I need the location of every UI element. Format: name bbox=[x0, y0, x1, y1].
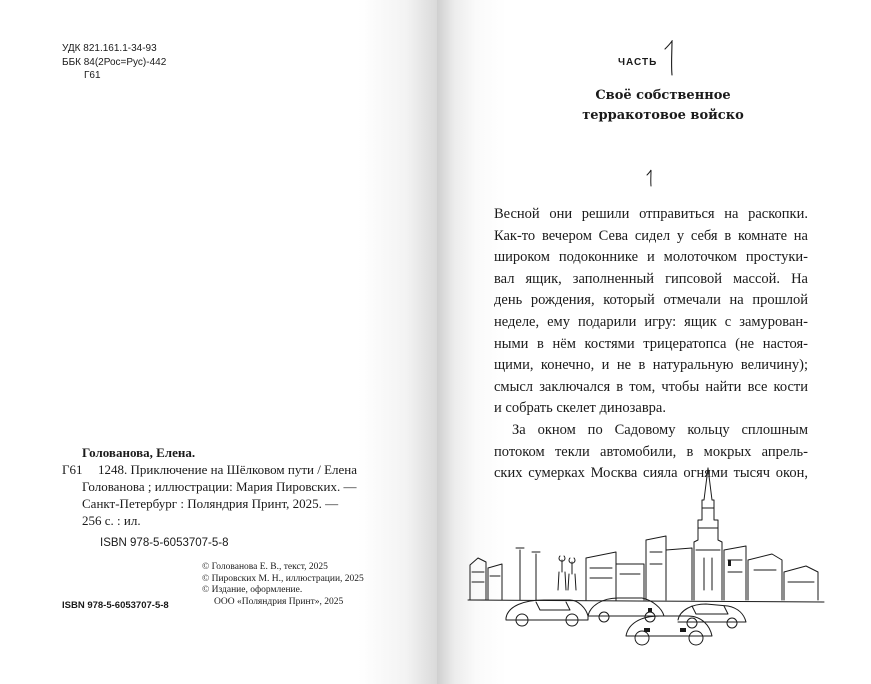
part-label: ЧАСТЬ bbox=[618, 57, 658, 68]
bbk-line: ББК 84(2Рос=Рус)-442 bbox=[62, 56, 167, 68]
bib-line-2: Голованова ; иллюстрации: Мария Пировских. — bbox=[82, 479, 357, 494]
body-line: Как-то вечером Сева сидел у себя в комнате на bbox=[494, 227, 808, 244]
body-line: Весной они решили отправиться на раскопки. bbox=[494, 206, 808, 222]
bib-line-3: Санкт-Петербург : Поляндрия Принт, 2025. — bbox=[82, 496, 339, 511]
body-line: вал ящик, заполненный гипсовой массой. На bbox=[494, 270, 808, 287]
part-title bbox=[540, 86, 786, 126]
udk-block bbox=[62, 42, 166, 83]
body-line: ными в нём костями трицератопса (не настоя- bbox=[494, 335, 808, 352]
part-title-line: терракотовое войско bbox=[582, 108, 744, 123]
author-mark: Г61 bbox=[84, 70, 101, 81]
copyright-line: ООО «Поляндрия Принт», 2025 bbox=[214, 596, 344, 607]
moscow-street-illustration bbox=[466, 460, 826, 650]
body-line: день рождения, который отмечали на прошлой bbox=[494, 292, 808, 309]
copyright-line: © Пировских М. Н., иллюстрации, 2025 bbox=[202, 573, 364, 584]
copyright-line: © Голованова Е. В., текст, 2025 bbox=[202, 562, 328, 572]
bib-line-4: 256 с. : ил. bbox=[82, 513, 141, 528]
isbn-bottom: ISBN 978-5-6053707-5-8 bbox=[62, 600, 169, 611]
body-line: ских сумерках Москва сияла огнями тысяч окон, bbox=[494, 465, 808, 482]
body-line: неделе, ему подарили игру: ящик с замурован- bbox=[494, 313, 808, 330]
copyright-block bbox=[202, 562, 364, 608]
bib-title-row bbox=[62, 461, 392, 478]
body-line: широком подоконнике и молоточком простуки- bbox=[494, 249, 808, 266]
part-title-line: Своё собственное bbox=[595, 88, 731, 103]
part-heading bbox=[618, 40, 679, 76]
copyright-line: © Издание, оформление. bbox=[202, 585, 303, 595]
bibliographic-record bbox=[62, 444, 392, 552]
bib-author: Голованова, Елена. bbox=[82, 445, 196, 460]
body-line: смысл заключался в том, чтобы найти все кости bbox=[494, 378, 808, 395]
part-number-glyph bbox=[661, 40, 679, 76]
udk-line: УДК 821.161.1-34-93 bbox=[62, 43, 157, 54]
chapter-number-glyph bbox=[645, 169, 655, 187]
body-line: потоком текли автомобили, в мокрых апрель- bbox=[494, 443, 808, 460]
bib-title-line: 1248. Приключение на Шёлковом пути / Елена bbox=[98, 462, 358, 477]
bib-isbn: ISBN 978-5-6053707-5-8 bbox=[100, 537, 229, 549]
body-line: и собрать скелет динозавра. bbox=[494, 400, 666, 417]
body-line: щими, конечно, и не в натуральную величину); bbox=[494, 357, 808, 374]
chapter-body bbox=[494, 204, 808, 485]
bib-code: Г61 bbox=[62, 462, 83, 477]
body-line: За окном по Садовому кольцу сплошным bbox=[512, 421, 808, 438]
